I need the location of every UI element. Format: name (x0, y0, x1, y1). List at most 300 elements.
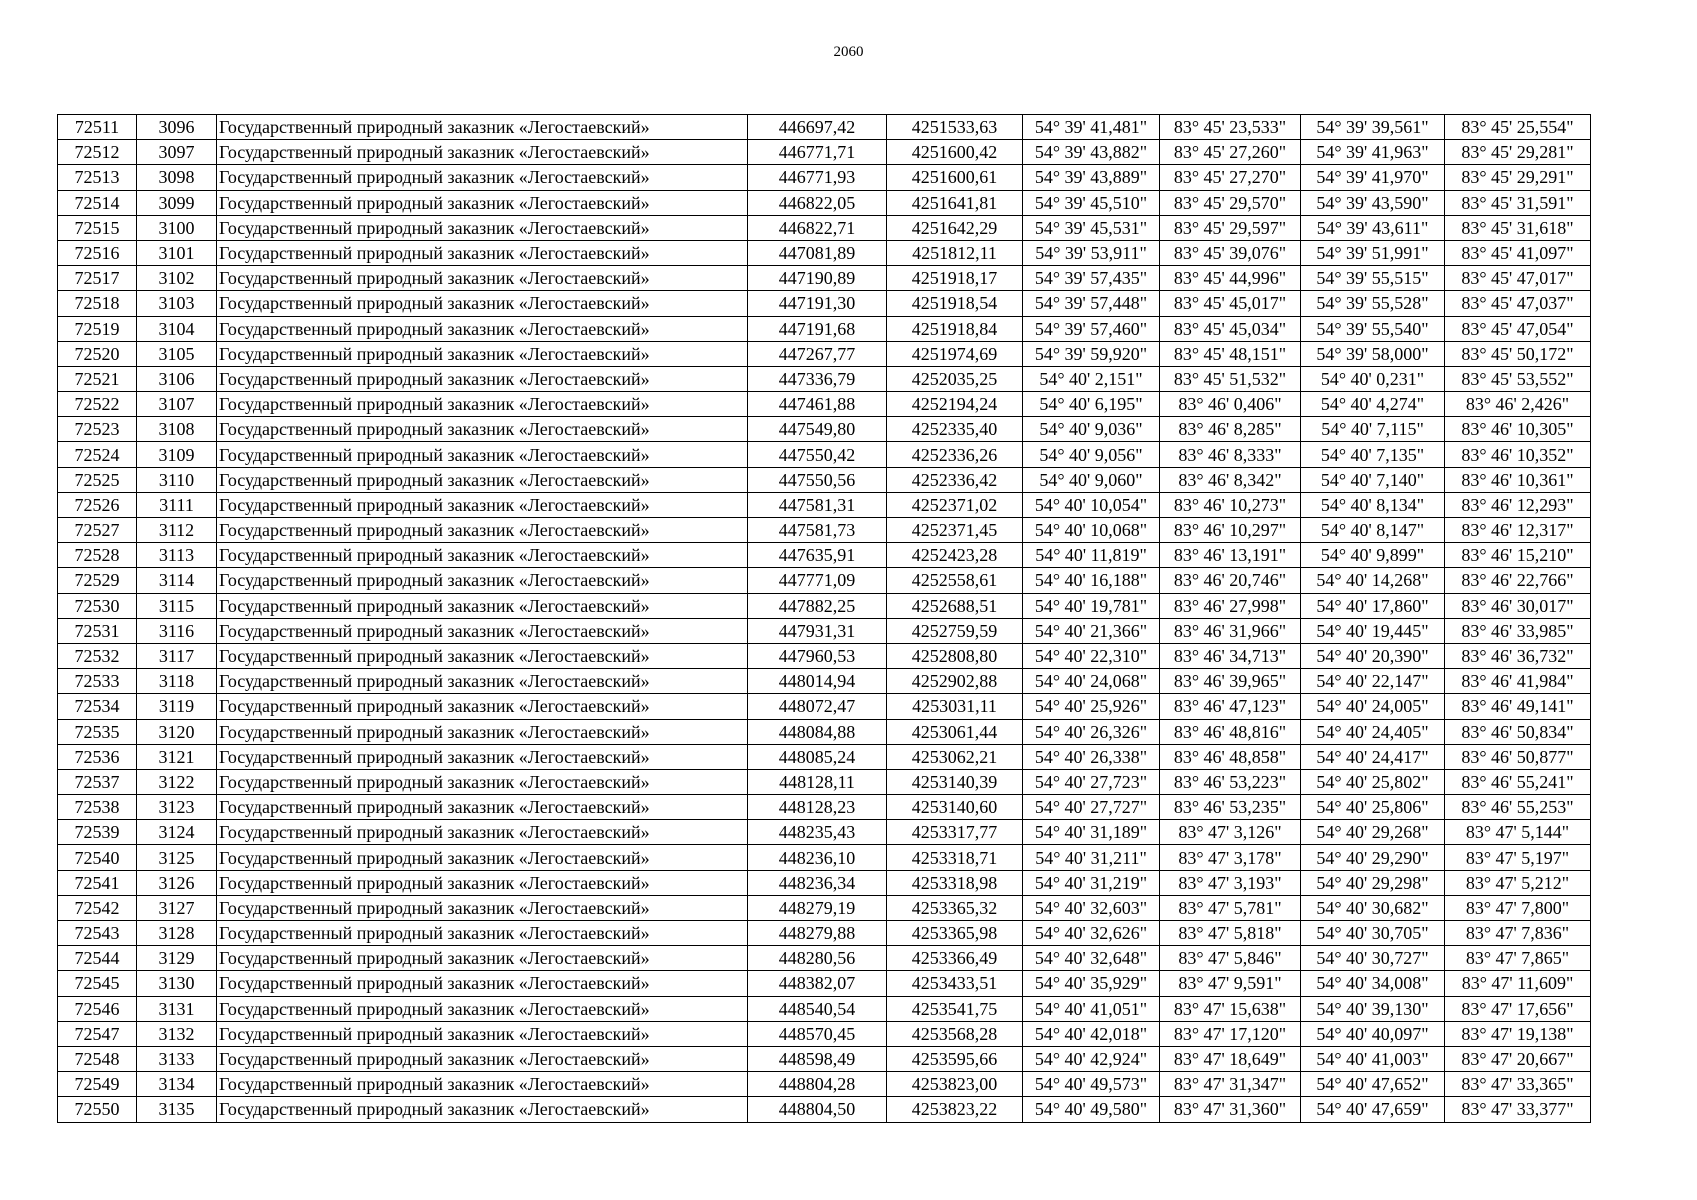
point-number-cell: 3134 (137, 1072, 217, 1097)
coordinates-table (57, 114, 1591, 1123)
point-number-cell: 3097 (137, 140, 217, 165)
table-row (58, 618, 1591, 643)
latitude-2-cell: 54° 39' 55,540" (1301, 316, 1445, 341)
table-row (58, 140, 1591, 165)
table-row (58, 543, 1591, 568)
row-id-cell: 72517 (58, 266, 137, 291)
row-id-cell: 72542 (58, 895, 137, 920)
latitude-1-cell: 54° 40' 35,929" (1023, 971, 1160, 996)
coord-x-cell: 447336,79 (748, 366, 887, 391)
point-number-cell: 3125 (137, 845, 217, 870)
longitude-2-cell: 83° 45' 47,054" (1445, 316, 1591, 341)
latitude-2-cell: 54° 40' 24,417" (1301, 744, 1445, 769)
point-number-cell: 3121 (137, 744, 217, 769)
point-number-cell: 3098 (137, 165, 217, 190)
table-row (58, 996, 1591, 1021)
point-number-cell: 3109 (137, 442, 217, 467)
row-id-cell: 72549 (58, 1072, 137, 1097)
coord-y-cell: 4251641,81 (887, 190, 1023, 215)
object-name-cell: Государственный природный заказник «Легостаевский» (217, 291, 748, 316)
latitude-1-cell: 54° 40' 6,195" (1023, 392, 1160, 417)
longitude-2-cell: 83° 46' 10,305" (1445, 417, 1591, 442)
table-row (58, 467, 1591, 492)
row-id-cell: 72529 (58, 568, 137, 593)
object-name-cell: Государственный природный заказник «Легостаевский» (217, 316, 748, 341)
latitude-1-cell: 54° 40' 10,054" (1023, 492, 1160, 517)
point-number-cell: 3110 (137, 467, 217, 492)
longitude-2-cell: 83° 46' 10,352" (1445, 442, 1591, 467)
longitude-2-cell: 83° 47' 17,656" (1445, 996, 1591, 1021)
coord-x-cell: 446697,42 (748, 115, 887, 140)
coord-x-cell: 448570,45 (748, 1021, 887, 1046)
object-name-cell: Государственный природный заказник «Легостаевский» (217, 518, 748, 543)
row-id-cell: 72532 (58, 643, 137, 668)
latitude-1-cell: 54° 40' 2,151" (1023, 366, 1160, 391)
longitude-2-cell: 83° 45' 53,552" (1445, 366, 1591, 391)
object-name-cell: Государственный природный заказник «Легостаевский» (217, 165, 748, 190)
latitude-1-cell: 54° 39' 41,481" (1023, 115, 1160, 140)
longitude-1-cell: 83° 45' 29,597" (1160, 215, 1301, 240)
longitude-2-cell: 83° 46' 49,141" (1445, 694, 1591, 719)
coord-y-cell: 4252902,88 (887, 669, 1023, 694)
latitude-1-cell: 54° 40' 27,727" (1023, 795, 1160, 820)
coord-y-cell: 4252688,51 (887, 593, 1023, 618)
coord-y-cell: 4252759,59 (887, 618, 1023, 643)
point-number-cell: 3128 (137, 921, 217, 946)
longitude-1-cell: 83° 46' 48,858" (1160, 744, 1301, 769)
coord-y-cell: 4252808,80 (887, 643, 1023, 668)
longitude-1-cell: 83° 46' 27,998" (1160, 593, 1301, 618)
latitude-1-cell: 54° 40' 9,060" (1023, 467, 1160, 492)
row-id-cell: 72544 (58, 946, 137, 971)
longitude-1-cell: 83° 45' 29,570" (1160, 190, 1301, 215)
coord-y-cell: 4252371,45 (887, 518, 1023, 543)
latitude-1-cell: 54° 40' 41,051" (1023, 996, 1160, 1021)
longitude-2-cell: 83° 45' 29,291" (1445, 165, 1591, 190)
coord-x-cell: 447635,91 (748, 543, 887, 568)
longitude-1-cell: 83° 47' 5,846" (1160, 946, 1301, 971)
coord-x-cell: 448804,50 (748, 1097, 887, 1122)
coord-x-cell: 447461,88 (748, 392, 887, 417)
latitude-2-cell: 54° 40' 40,097" (1301, 1021, 1445, 1046)
point-number-cell: 3104 (137, 316, 217, 341)
longitude-1-cell: 83° 45' 51,532" (1160, 366, 1301, 391)
object-name-cell: Государственный природный заказник «Легостаевский» (217, 215, 748, 240)
coord-x-cell: 446822,05 (748, 190, 887, 215)
coord-x-cell: 446771,93 (748, 165, 887, 190)
longitude-2-cell: 83° 46' 2,426" (1445, 392, 1591, 417)
latitude-2-cell: 54° 40' 8,147" (1301, 518, 1445, 543)
table-row (58, 870, 1591, 895)
coord-y-cell: 4252371,02 (887, 492, 1023, 517)
longitude-1-cell: 83° 46' 20,746" (1160, 568, 1301, 593)
object-name-cell: Государственный природный заказник «Легостаевский» (217, 618, 748, 643)
longitude-2-cell: 83° 47' 33,377" (1445, 1097, 1591, 1122)
table-row (58, 392, 1591, 417)
coord-x-cell: 448382,07 (748, 971, 887, 996)
object-name-cell: Государственный природный заказник «Легостаевский» (217, 1046, 748, 1071)
latitude-2-cell: 54° 40' 47,659" (1301, 1097, 1445, 1122)
longitude-1-cell: 83° 46' 13,191" (1160, 543, 1301, 568)
coord-x-cell: 448085,24 (748, 744, 887, 769)
latitude-2-cell: 54° 39' 58,000" (1301, 341, 1445, 366)
latitude-2-cell: 54° 39' 41,963" (1301, 140, 1445, 165)
longitude-1-cell: 83° 47' 3,126" (1160, 820, 1301, 845)
coord-x-cell: 447190,89 (748, 266, 887, 291)
point-number-cell: 3111 (137, 492, 217, 517)
table-row (58, 971, 1591, 996)
coord-x-cell: 448128,11 (748, 769, 887, 794)
row-id-cell: 72535 (58, 719, 137, 744)
latitude-1-cell: 54° 40' 31,211" (1023, 845, 1160, 870)
point-number-cell: 3126 (137, 870, 217, 895)
point-number-cell: 3130 (137, 971, 217, 996)
latitude-1-cell: 54° 39' 53,911" (1023, 240, 1160, 265)
point-number-cell: 3120 (137, 719, 217, 744)
longitude-2-cell: 83° 47' 7,836" (1445, 921, 1591, 946)
latitude-1-cell: 54° 40' 26,326" (1023, 719, 1160, 744)
table-row (58, 492, 1591, 517)
latitude-2-cell: 54° 40' 9,899" (1301, 543, 1445, 568)
object-name-cell: Государственный природный заказник «Легостаевский» (217, 795, 748, 820)
longitude-2-cell: 83° 46' 12,293" (1445, 492, 1591, 517)
longitude-1-cell: 83° 46' 47,123" (1160, 694, 1301, 719)
latitude-2-cell: 54° 40' 20,390" (1301, 643, 1445, 668)
point-number-cell: 3108 (137, 417, 217, 442)
object-name-cell: Государственный природный заказник «Легостаевский» (217, 820, 748, 845)
row-id-cell: 72520 (58, 341, 137, 366)
longitude-2-cell: 83° 45' 50,172" (1445, 341, 1591, 366)
object-name-cell: Государственный природный заказник «Легостаевский» (217, 643, 748, 668)
table-row (58, 165, 1591, 190)
latitude-1-cell: 54° 40' 32,648" (1023, 946, 1160, 971)
coord-x-cell: 447267,77 (748, 341, 887, 366)
longitude-1-cell: 83° 46' 34,713" (1160, 643, 1301, 668)
latitude-1-cell: 54° 40' 49,573" (1023, 1072, 1160, 1097)
longitude-1-cell: 83° 47' 9,591" (1160, 971, 1301, 996)
longitude-2-cell: 83° 47' 20,667" (1445, 1046, 1591, 1071)
table-row (58, 643, 1591, 668)
row-id-cell: 72536 (58, 744, 137, 769)
coord-x-cell: 448072,47 (748, 694, 887, 719)
row-id-cell: 72519 (58, 316, 137, 341)
object-name-cell: Государственный природный заказник «Легостаевский» (217, 115, 748, 140)
object-name-cell: Государственный природный заказник «Легостаевский» (217, 719, 748, 744)
latitude-2-cell: 54° 40' 24,405" (1301, 719, 1445, 744)
row-id-cell: 72524 (58, 442, 137, 467)
coord-x-cell: 448236,34 (748, 870, 887, 895)
latitude-2-cell: 54° 40' 39,130" (1301, 996, 1445, 1021)
longitude-2-cell: 83° 47' 33,365" (1445, 1072, 1591, 1097)
point-number-cell: 3106 (137, 366, 217, 391)
longitude-1-cell: 83° 47' 5,781" (1160, 895, 1301, 920)
coord-x-cell: 447550,42 (748, 442, 887, 467)
row-id-cell: 72545 (58, 971, 137, 996)
latitude-2-cell: 54° 39' 43,611" (1301, 215, 1445, 240)
row-id-cell: 72533 (58, 669, 137, 694)
latitude-2-cell: 54° 39' 39,561" (1301, 115, 1445, 140)
longitude-1-cell: 83° 46' 53,235" (1160, 795, 1301, 820)
object-name-cell: Государственный природный заказник «Легостаевский» (217, 769, 748, 794)
coord-x-cell: 448280,56 (748, 946, 887, 971)
point-number-cell: 3115 (137, 593, 217, 618)
table-row (58, 366, 1591, 391)
latitude-2-cell: 54° 40' 30,682" (1301, 895, 1445, 920)
row-id-cell: 72526 (58, 492, 137, 517)
latitude-2-cell: 54° 40' 17,860" (1301, 593, 1445, 618)
point-number-cell: 3107 (137, 392, 217, 417)
latitude-1-cell: 54° 40' 9,056" (1023, 442, 1160, 467)
point-number-cell: 3113 (137, 543, 217, 568)
longitude-1-cell: 83° 45' 39,076" (1160, 240, 1301, 265)
table-row (58, 518, 1591, 543)
object-name-cell: Государственный природный заказник «Легостаевский» (217, 140, 748, 165)
longitude-2-cell: 83° 47' 7,800" (1445, 895, 1591, 920)
longitude-1-cell: 83° 47' 3,178" (1160, 845, 1301, 870)
coord-x-cell: 448235,43 (748, 820, 887, 845)
coord-x-cell: 447960,53 (748, 643, 887, 668)
coord-y-cell: 4253318,71 (887, 845, 1023, 870)
table-row (58, 895, 1591, 920)
object-name-cell: Государственный природный заказник «Легостаевский» (217, 845, 748, 870)
latitude-1-cell: 54° 40' 19,781" (1023, 593, 1160, 618)
latitude-1-cell: 54° 40' 32,603" (1023, 895, 1160, 920)
longitude-1-cell: 83° 46' 31,966" (1160, 618, 1301, 643)
latitude-1-cell: 54° 40' 21,366" (1023, 618, 1160, 643)
latitude-2-cell: 54° 39' 55,515" (1301, 266, 1445, 291)
latitude-2-cell: 54° 40' 24,005" (1301, 694, 1445, 719)
coord-y-cell: 4253365,98 (887, 921, 1023, 946)
longitude-2-cell: 83° 46' 30,017" (1445, 593, 1591, 618)
longitude-1-cell: 83° 45' 48,151" (1160, 341, 1301, 366)
longitude-2-cell: 83° 45' 25,554" (1445, 115, 1591, 140)
table-row (58, 946, 1591, 971)
longitude-1-cell: 83° 47' 5,818" (1160, 921, 1301, 946)
point-number-cell: 3114 (137, 568, 217, 593)
coord-y-cell: 4252194,24 (887, 392, 1023, 417)
latitude-2-cell: 54° 40' 47,652" (1301, 1072, 1445, 1097)
object-name-cell: Государственный природный заказник «Легостаевский» (217, 895, 748, 920)
coord-y-cell: 4251918,54 (887, 291, 1023, 316)
point-number-cell: 3103 (137, 291, 217, 316)
row-id-cell: 72522 (58, 392, 137, 417)
latitude-2-cell: 54° 40' 30,727" (1301, 946, 1445, 971)
latitude-1-cell: 54° 40' 49,580" (1023, 1097, 1160, 1122)
longitude-2-cell: 83° 47' 5,144" (1445, 820, 1591, 845)
object-name-cell: Государственный природный заказник «Легостаевский» (217, 366, 748, 391)
coord-y-cell: 4253140,60 (887, 795, 1023, 820)
object-name-cell: Государственный природный заказник «Легостаевский» (217, 543, 748, 568)
coord-y-cell: 4253433,51 (887, 971, 1023, 996)
object-name-cell: Государственный природный заказник «Легостаевский» (217, 417, 748, 442)
coord-y-cell: 4251812,11 (887, 240, 1023, 265)
object-name-cell: Государственный природный заказник «Легостаевский» (217, 341, 748, 366)
coord-x-cell: 447581,73 (748, 518, 887, 543)
row-id-cell: 72538 (58, 795, 137, 820)
coord-x-cell: 447191,68 (748, 316, 887, 341)
point-number-cell: 3096 (137, 115, 217, 140)
latitude-2-cell: 54° 39' 43,590" (1301, 190, 1445, 215)
table-row (58, 669, 1591, 694)
coord-x-cell: 448084,88 (748, 719, 887, 744)
longitude-2-cell: 83° 46' 55,241" (1445, 769, 1591, 794)
longitude-1-cell: 83° 45' 45,017" (1160, 291, 1301, 316)
latitude-2-cell: 54° 40' 22,147" (1301, 669, 1445, 694)
latitude-2-cell: 54° 40' 8,134" (1301, 492, 1445, 517)
point-number-cell: 3100 (137, 215, 217, 240)
point-number-cell: 3119 (137, 694, 217, 719)
coord-x-cell: 448540,54 (748, 996, 887, 1021)
point-number-cell: 3122 (137, 769, 217, 794)
coord-x-cell: 448804,28 (748, 1072, 887, 1097)
point-number-cell: 3117 (137, 643, 217, 668)
latitude-1-cell: 54° 39' 57,448" (1023, 291, 1160, 316)
coord-y-cell: 4252035,25 (887, 366, 1023, 391)
table-row (58, 921, 1591, 946)
point-number-cell: 3123 (137, 795, 217, 820)
longitude-2-cell: 83° 46' 33,985" (1445, 618, 1591, 643)
point-number-cell: 3116 (137, 618, 217, 643)
coord-y-cell: 4252335,40 (887, 417, 1023, 442)
row-id-cell: 72547 (58, 1021, 137, 1046)
latitude-1-cell: 54° 40' 16,188" (1023, 568, 1160, 593)
coord-y-cell: 4253595,66 (887, 1046, 1023, 1071)
row-id-cell: 72514 (58, 190, 137, 215)
latitude-1-cell: 54° 40' 26,338" (1023, 744, 1160, 769)
longitude-1-cell: 83° 46' 8,285" (1160, 417, 1301, 442)
longitude-2-cell: 83° 45' 47,037" (1445, 291, 1591, 316)
coord-y-cell: 4253140,39 (887, 769, 1023, 794)
longitude-2-cell: 83° 45' 31,591" (1445, 190, 1591, 215)
table-row (58, 1021, 1591, 1046)
table-row (58, 341, 1591, 366)
longitude-1-cell: 83° 45' 27,270" (1160, 165, 1301, 190)
coord-y-cell: 4251918,17 (887, 266, 1023, 291)
row-id-cell: 72539 (58, 820, 137, 845)
table-row (58, 115, 1591, 140)
longitude-1-cell: 83° 46' 8,342" (1160, 467, 1301, 492)
table-row (58, 316, 1591, 341)
longitude-2-cell: 83° 46' 55,253" (1445, 795, 1591, 820)
latitude-1-cell: 54° 40' 9,036" (1023, 417, 1160, 442)
latitude-2-cell: 54° 40' 19,445" (1301, 618, 1445, 643)
coord-y-cell: 4253365,32 (887, 895, 1023, 920)
latitude-2-cell: 54° 40' 7,135" (1301, 442, 1445, 467)
latitude-1-cell: 54° 39' 43,882" (1023, 140, 1160, 165)
row-id-cell: 72515 (58, 215, 137, 240)
coord-y-cell: 4251918,84 (887, 316, 1023, 341)
point-number-cell: 3102 (137, 266, 217, 291)
table-row (58, 769, 1591, 794)
coord-y-cell: 4253366,49 (887, 946, 1023, 971)
longitude-2-cell: 83° 47' 7,865" (1445, 946, 1591, 971)
point-number-cell: 3127 (137, 895, 217, 920)
table-body (58, 115, 1591, 1123)
latitude-2-cell: 54° 39' 41,970" (1301, 165, 1445, 190)
latitude-1-cell: 54° 40' 10,068" (1023, 518, 1160, 543)
coord-x-cell: 447771,09 (748, 568, 887, 593)
object-name-cell: Государственный природный заказник «Легостаевский» (217, 240, 748, 265)
latitude-2-cell: 54° 40' 7,115" (1301, 417, 1445, 442)
coord-y-cell: 4252423,28 (887, 543, 1023, 568)
coord-x-cell: 447550,56 (748, 467, 887, 492)
object-name-cell: Государственный природный заказник «Легостаевский» (217, 946, 748, 971)
longitude-1-cell: 83° 47' 3,193" (1160, 870, 1301, 895)
object-name-cell: Государственный природный заказник «Легостаевский» (217, 669, 748, 694)
latitude-2-cell: 54° 39' 55,528" (1301, 291, 1445, 316)
point-number-cell: 3129 (137, 946, 217, 971)
table-row (58, 190, 1591, 215)
row-id-cell: 72540 (58, 845, 137, 870)
longitude-2-cell: 83° 45' 31,618" (1445, 215, 1591, 240)
latitude-1-cell: 54° 40' 31,219" (1023, 870, 1160, 895)
longitude-1-cell: 83° 46' 8,333" (1160, 442, 1301, 467)
table-row (58, 694, 1591, 719)
row-id-cell: 72516 (58, 240, 137, 265)
latitude-2-cell: 54° 40' 25,802" (1301, 769, 1445, 794)
latitude-1-cell: 54° 40' 25,926" (1023, 694, 1160, 719)
latitude-1-cell: 54° 39' 43,889" (1023, 165, 1160, 190)
row-id-cell: 72534 (58, 694, 137, 719)
point-number-cell: 3133 (137, 1046, 217, 1071)
longitude-1-cell: 83° 46' 53,223" (1160, 769, 1301, 794)
longitude-1-cell: 83° 45' 27,260" (1160, 140, 1301, 165)
coord-y-cell: 4251600,42 (887, 140, 1023, 165)
latitude-2-cell: 54° 40' 41,003" (1301, 1046, 1445, 1071)
table-row (58, 845, 1591, 870)
latitude-1-cell: 54° 40' 31,189" (1023, 820, 1160, 845)
object-name-cell: Государственный природный заказник «Легостаевский» (217, 467, 748, 492)
longitude-1-cell: 83° 45' 44,996" (1160, 266, 1301, 291)
latitude-2-cell: 54° 40' 34,008" (1301, 971, 1445, 996)
coord-y-cell: 4251600,61 (887, 165, 1023, 190)
table-row (58, 1072, 1591, 1097)
table-row (58, 568, 1591, 593)
coord-y-cell: 4251974,69 (887, 341, 1023, 366)
coord-x-cell: 448236,10 (748, 845, 887, 870)
object-name-cell: Государственный природный заказник «Легостаевский» (217, 266, 748, 291)
object-name-cell: Государственный природный заказник «Легостаевский» (217, 392, 748, 417)
longitude-2-cell: 83° 46' 22,766" (1445, 568, 1591, 593)
latitude-1-cell: 54° 39' 59,920" (1023, 341, 1160, 366)
object-name-cell: Государственный природный заказник «Легостаевский» (217, 921, 748, 946)
object-name-cell: Государственный природный заказник «Легостаевский» (217, 568, 748, 593)
object-name-cell: Государственный природный заказник «Легостаевский» (217, 1021, 748, 1046)
table-row (58, 266, 1591, 291)
object-name-cell: Государственный природный заказник «Легостаевский» (217, 1072, 748, 1097)
coord-x-cell: 448598,49 (748, 1046, 887, 1071)
coord-y-cell: 4252558,61 (887, 568, 1023, 593)
latitude-1-cell: 54° 40' 32,626" (1023, 921, 1160, 946)
object-name-cell: Государственный природный заказник «Легостаевский» (217, 442, 748, 467)
table-row (58, 215, 1591, 240)
table-row (58, 1046, 1591, 1071)
row-id-cell: 72550 (58, 1097, 137, 1122)
row-id-cell: 72521 (58, 366, 137, 391)
coord-x-cell: 448279,19 (748, 895, 887, 920)
row-id-cell: 72531 (58, 618, 137, 643)
row-id-cell: 72518 (58, 291, 137, 316)
table-row (58, 240, 1591, 265)
table-row (58, 417, 1591, 442)
coord-y-cell: 4253317,77 (887, 820, 1023, 845)
longitude-1-cell: 83° 47' 31,347" (1160, 1072, 1301, 1097)
longitude-2-cell: 83° 46' 50,834" (1445, 719, 1591, 744)
point-number-cell: 3135 (137, 1097, 217, 1122)
longitude-2-cell: 83° 46' 50,877" (1445, 744, 1591, 769)
coord-x-cell: 447882,25 (748, 593, 887, 618)
coord-y-cell: 4253062,21 (887, 744, 1023, 769)
